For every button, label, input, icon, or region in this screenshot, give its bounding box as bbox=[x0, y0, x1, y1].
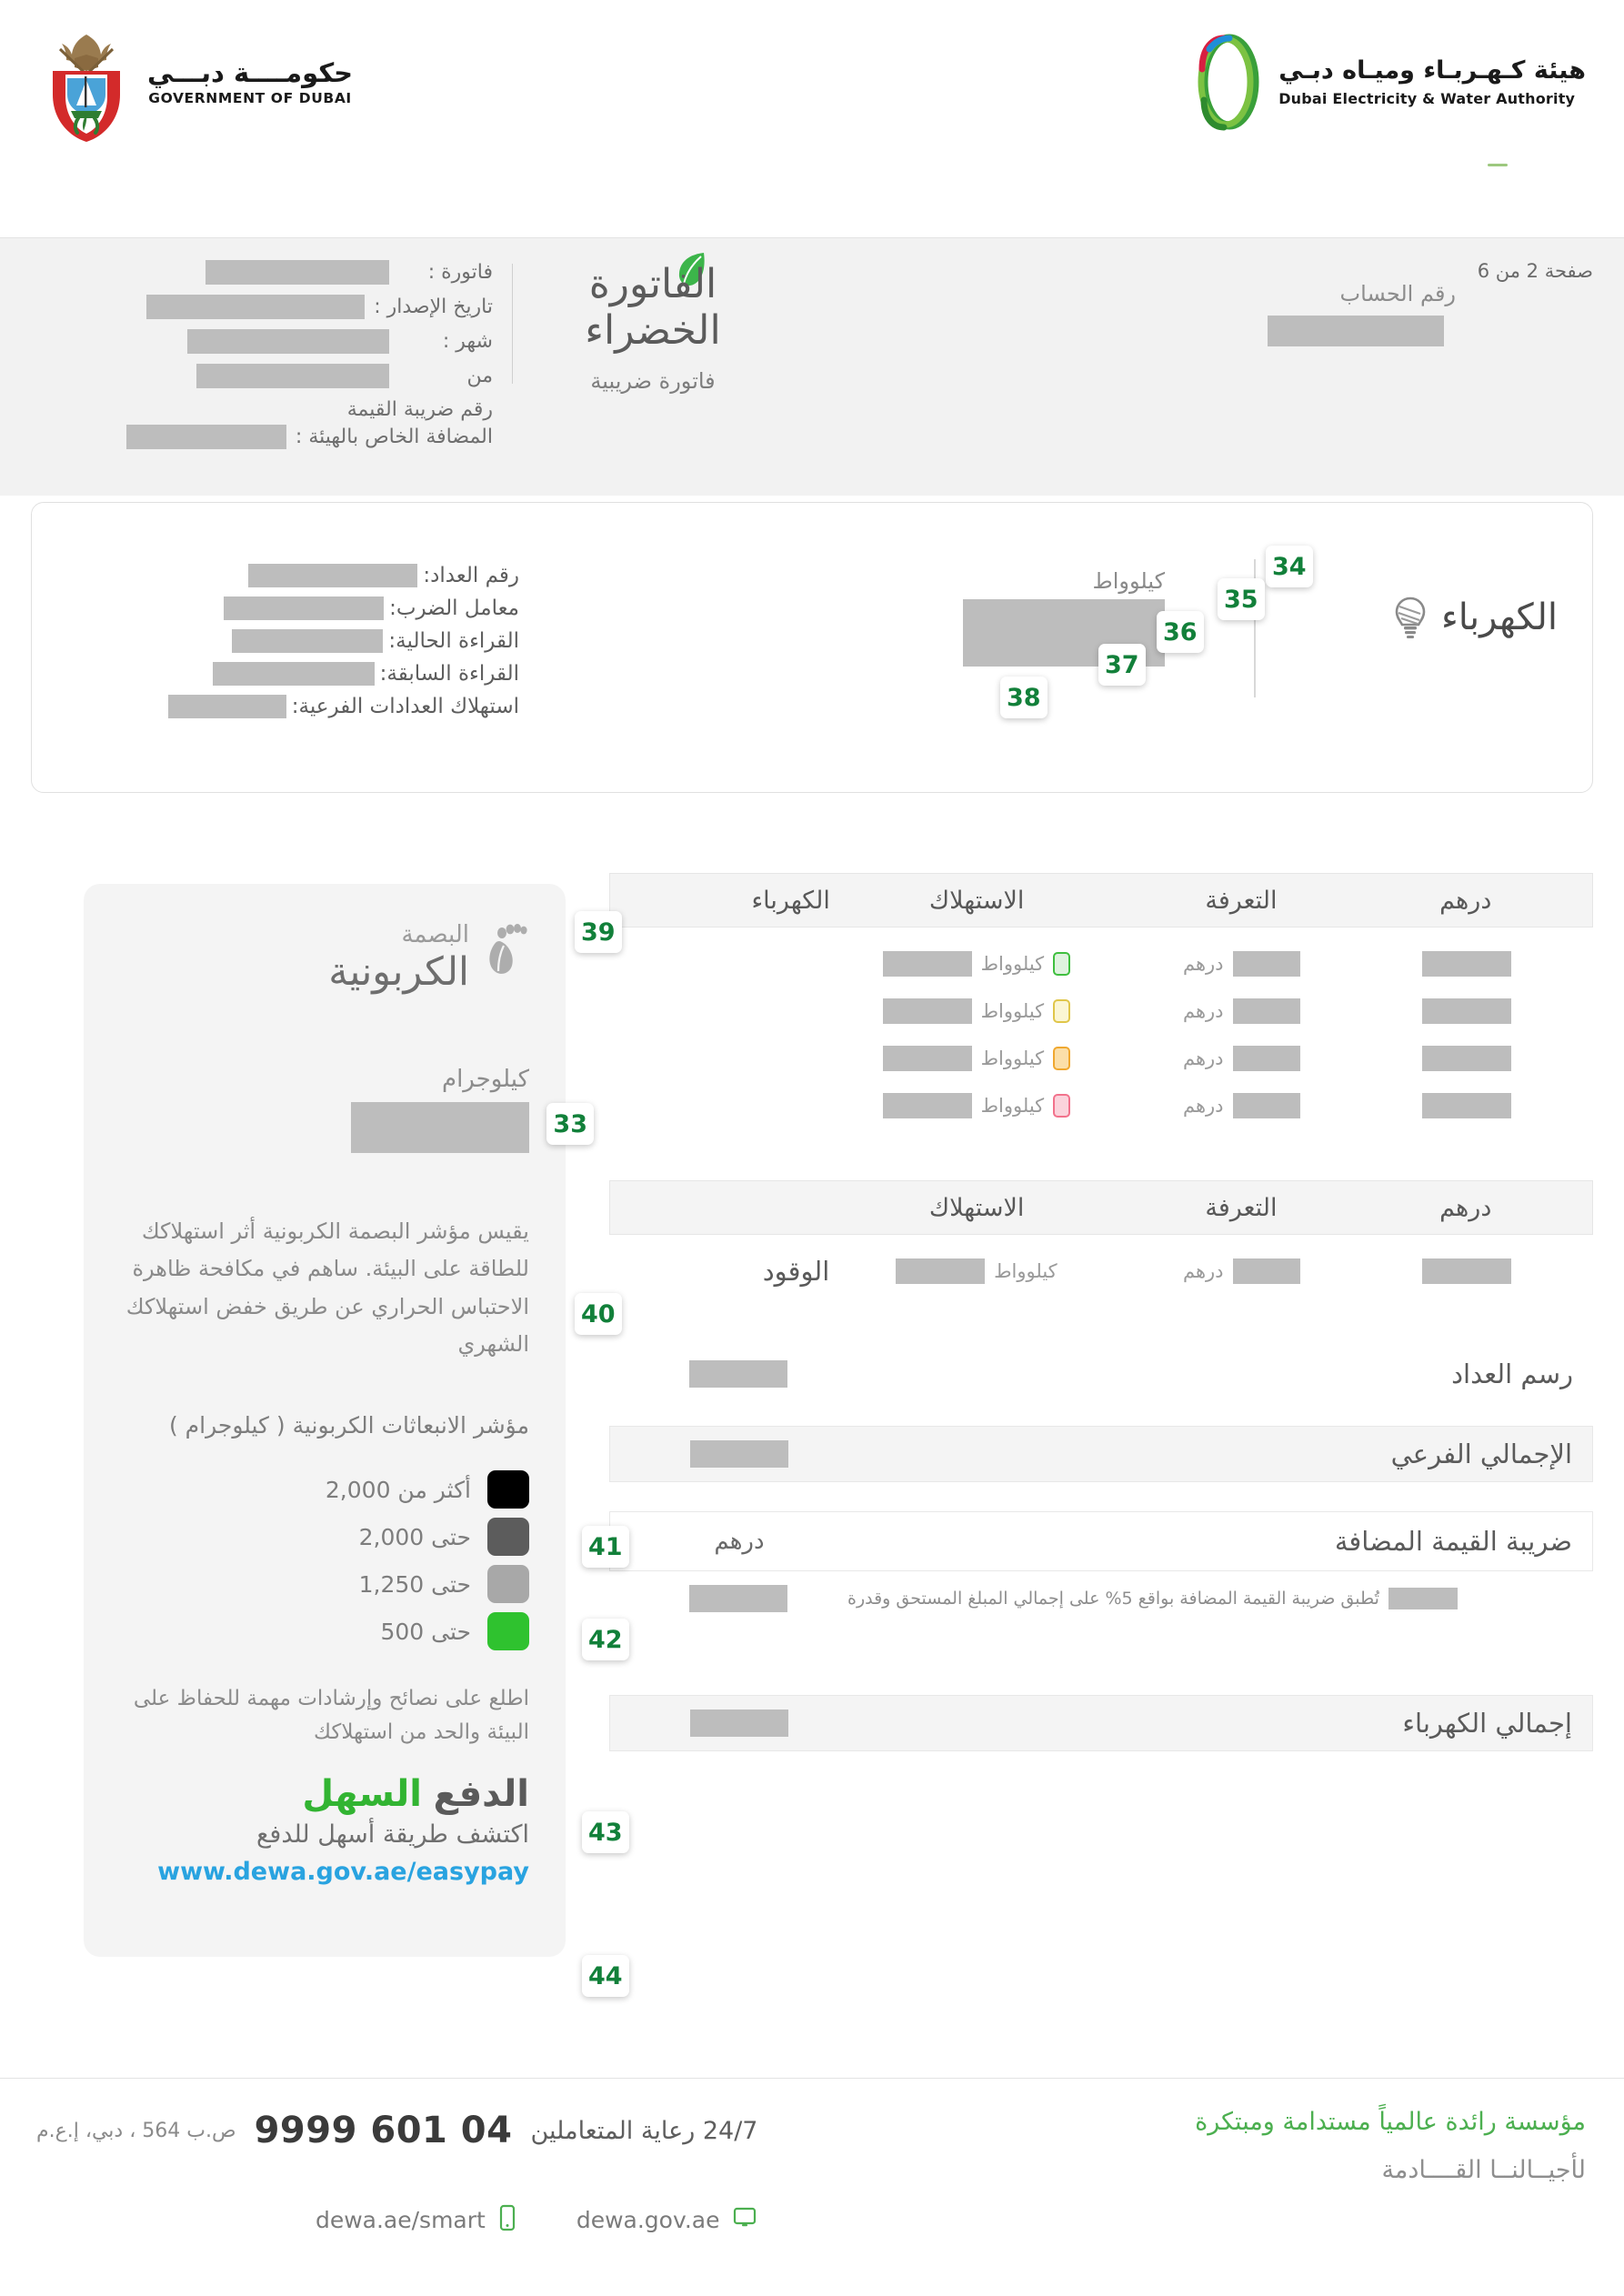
legend-label-upto-2000: حتى 2,000 bbox=[358, 1523, 471, 1550]
subtotal-value-redacted bbox=[690, 1440, 788, 1468]
vat-note-text: تُطبق ضريبة القيمة المضافة بواقع 5% على إجمالي المبلغ المستحق وقدرة bbox=[847, 1589, 1379, 1609]
invoice-label: فاتورة : bbox=[427, 260, 493, 284]
footer-links bbox=[36, 2204, 757, 2235]
fuel-table-header bbox=[609, 1180, 1593, 1235]
slab4-tariff-redacted bbox=[1233, 1093, 1300, 1118]
bill-info-strip bbox=[0, 238, 1624, 496]
page-indicator: صفحة 2 من 6 bbox=[1477, 260, 1593, 282]
legend-item-upto-2000 bbox=[120, 1513, 529, 1560]
legend-label-upto-500: حتى 500 bbox=[380, 1618, 471, 1645]
issue-date-label: تاريخ الإصدار : bbox=[374, 295, 493, 318]
fuel-amount-redacted bbox=[1422, 1258, 1511, 1284]
easypay-title-dark: الدفع bbox=[433, 1772, 529, 1815]
account-number-label: رقم الحساب bbox=[1339, 281, 1456, 306]
slab3-color-chip bbox=[1053, 1047, 1070, 1070]
meter-readings-list bbox=[28, 559, 519, 723]
gov-logo-arabic: حكومــــة دبـــي bbox=[147, 56, 354, 88]
electricity-header-consumption: الاستهلاك bbox=[928, 886, 1025, 915]
meter-fee-row bbox=[609, 1346, 1593, 1402]
fuel-tariff-redacted bbox=[1233, 1258, 1300, 1284]
vat-number-label-line2: المضافة الخاص بالهيئة : bbox=[295, 425, 493, 448]
subtotal-label: الإجمالي الفرعي bbox=[1390, 1439, 1572, 1469]
carbon-title-line1: البصمة bbox=[401, 921, 469, 948]
header-divider-mark bbox=[1488, 164, 1508, 166]
meter-fee-value-redacted bbox=[689, 1360, 787, 1388]
slab4-consumption-unit: كيلوواط bbox=[980, 1095, 1045, 1117]
meter-number-value-redacted bbox=[248, 564, 417, 587]
green-bill-title: الفاتورة الخضراء bbox=[585, 261, 721, 354]
electricity-total-label: إجمالي الكهرباء bbox=[1402, 1708, 1572, 1739]
previous-reading-value-redacted bbox=[213, 662, 375, 686]
fuel-tariff-unit: درهم bbox=[1182, 1260, 1224, 1282]
slab2-tariff-redacted bbox=[1233, 998, 1300, 1024]
slab2-consumption-unit: كيلوواط bbox=[980, 1000, 1045, 1022]
annotation-badge-41: 41 bbox=[582, 1526, 629, 1568]
electricity-table-header bbox=[609, 873, 1593, 927]
annotation-badge-36: 36 bbox=[1157, 611, 1204, 653]
footer-link-smart[interactable] bbox=[316, 2204, 516, 2235]
electricity-header-tariff: التعرفة bbox=[1205, 886, 1278, 915]
dewa-logo bbox=[1182, 31, 1586, 133]
fuel-consumption-redacted bbox=[896, 1258, 985, 1284]
electricity-header-amount: درهم bbox=[1439, 886, 1492, 915]
carbon-description: يقيس مؤشر البصمة الكربونية أثر استهلاكك للطاقة على البيئة. ساهم في مكافحة ظاهرة الاحتباس الحراري عن طريق خفض استهلاكك الشهري bbox=[125, 1218, 529, 1357]
electricity-table-body bbox=[609, 940, 1593, 1129]
slab3-amount-redacted bbox=[1422, 1046, 1511, 1071]
government-of-dubai-wordmark bbox=[147, 56, 354, 113]
issue-date-value-redacted bbox=[146, 295, 365, 319]
annotation-badge-43: 43 bbox=[582, 1811, 629, 1853]
easypay-title bbox=[120, 1773, 529, 1815]
annotation-badge-42: 42 bbox=[582, 1619, 629, 1660]
annotation-badge-38: 38 bbox=[1000, 677, 1048, 718]
slab2-color-chip bbox=[1053, 999, 1070, 1023]
smartphone-icon bbox=[498, 2204, 516, 2235]
meter-row-submeter-consumption bbox=[28, 690, 519, 723]
electricity-total-value-redacted bbox=[690, 1709, 788, 1737]
footer-contact-block bbox=[36, 2110, 757, 2235]
legend-label-upto-1250: حتى 1,250 bbox=[358, 1570, 471, 1598]
slab3-tariff-redacted bbox=[1233, 1046, 1300, 1071]
multiplier-value-redacted bbox=[224, 597, 384, 620]
legend-item-above-2000 bbox=[120, 1466, 529, 1513]
slab3-tariff-unit: درهم bbox=[1182, 1048, 1224, 1069]
electricity-header-name: الكهرباء bbox=[751, 886, 830, 915]
emissions-legend bbox=[120, 1466, 529, 1655]
government-of-dubai-logo bbox=[33, 27, 353, 144]
gov-logo-english: GOVERNMENT OF DUBAI bbox=[148, 90, 352, 107]
fuel-header-amount: درهم bbox=[1439, 1193, 1492, 1222]
bill-meta-row-vat-number bbox=[29, 396, 493, 450]
slab3-consumption-unit: كيلوواط bbox=[980, 1048, 1045, 1069]
slab2-consumption-redacted bbox=[883, 998, 972, 1024]
footer-tagline-green: مؤسسة رائدة عالمياً مستدامة ومبتكرة bbox=[1195, 2108, 1586, 2136]
from-value-redacted bbox=[196, 364, 389, 388]
dewa-ring-icon bbox=[1182, 31, 1266, 133]
annotation-badge-44: 44 bbox=[582, 1955, 629, 1997]
table-row bbox=[609, 940, 1593, 988]
footer-link-smart-text: dewa.ae/smart bbox=[315, 2206, 486, 2233]
po-box-text: ص.ب 564 ، دبي، إ.ع.م bbox=[36, 2119, 236, 2142]
current-reading-label: القراءة الحالية: bbox=[388, 629, 519, 653]
annotation-badge-37: 37 bbox=[1098, 644, 1146, 686]
annotation-badge-34: 34 bbox=[1266, 546, 1313, 587]
monitor-icon bbox=[732, 2205, 757, 2234]
meter-number-label: رقم العداد: bbox=[423, 564, 519, 587]
subtotal-row bbox=[609, 1426, 1593, 1482]
easypay-link[interactable]: www.dewa.gov.ae/easypay bbox=[157, 1857, 529, 1886]
page-footer bbox=[0, 2078, 1624, 2296]
fuel-table-body bbox=[609, 1248, 1593, 1295]
month-label: شهر : bbox=[442, 329, 493, 353]
charges-tables bbox=[609, 873, 1593, 1751]
bill-info-divider bbox=[512, 264, 513, 384]
easypay-title-green: السهل bbox=[302, 1772, 422, 1815]
footprint-leaf-icon bbox=[482, 922, 529, 980]
slab4-tariff-unit: درهم bbox=[1182, 1095, 1224, 1117]
footer-link-website-text: dewa.gov.ae bbox=[576, 2206, 720, 2233]
table-row bbox=[609, 1248, 1593, 1295]
customer-care-label: 24/7 رعاية المتعاملين bbox=[530, 2116, 758, 2145]
meter-row-previous-reading bbox=[28, 657, 519, 690]
bill-meta-row-from bbox=[29, 358, 493, 393]
vat-note-value-redacted bbox=[1388, 1588, 1458, 1609]
meter-fee-label: رسم العداد bbox=[1451, 1359, 1573, 1389]
vat-row bbox=[609, 1511, 1593, 1571]
emissions-index-title: مؤشر الانبعاثات الكربونية ( كيلوجرام ) bbox=[168, 1412, 529, 1439]
submeter-consumption-value-redacted bbox=[168, 695, 286, 718]
vat-unit: درهم bbox=[714, 1528, 765, 1555]
table-row bbox=[609, 988, 1593, 1035]
dewa-logo-english: Dubai Electricity & Water Authority bbox=[1278, 89, 1576, 107]
account-number-value-redacted bbox=[1268, 316, 1444, 346]
slab1-consumption-unit: كيلوواط bbox=[980, 953, 1045, 975]
slab4-amount-redacted bbox=[1422, 1093, 1511, 1118]
footer-link-website[interactable] bbox=[576, 2205, 758, 2234]
bill-meta-row-issue-date bbox=[29, 289, 493, 324]
environment-tips-text: اطلع على نصائح وإرشادات مهمة للحفاظ على البيئة والحد من استهلاكك bbox=[133, 1687, 529, 1744]
annotation-badge-39: 39 bbox=[575, 911, 622, 953]
easypay-subtitle: اكتشف طريقة أسهل للدفع bbox=[256, 1820, 529, 1849]
carbon-unit-label: كيلوجرام bbox=[441, 1066, 529, 1094]
legend-swatch-dark-gray bbox=[487, 1518, 529, 1556]
slab1-consumption-redacted bbox=[883, 951, 972, 977]
green-bill-title-block bbox=[526, 262, 780, 394]
carbon-footprint-header bbox=[120, 922, 529, 995]
page-header bbox=[0, 0, 1624, 238]
vat-value-redacted bbox=[689, 1585, 787, 1612]
multiplier-label: معامل الضرب: bbox=[389, 597, 519, 620]
electricity-unit-label: كيلوواط bbox=[1092, 568, 1165, 594]
slab1-tariff-unit: درهم bbox=[1182, 953, 1224, 975]
footer-contact-line bbox=[36, 2110, 757, 2151]
carbon-value-redacted bbox=[351, 1102, 529, 1153]
meter-row-multiplier bbox=[28, 592, 519, 625]
fuel-consumption-unit: كيلوواط bbox=[994, 1260, 1058, 1282]
annotation-badge-40: 40 bbox=[575, 1293, 622, 1335]
current-reading-value-redacted bbox=[232, 629, 383, 653]
table-row bbox=[609, 1082, 1593, 1129]
invoice-value-redacted bbox=[206, 260, 389, 285]
legend-label-above-2000: أكثر من 2,000 bbox=[325, 1476, 471, 1503]
carbon-title-line2: الكربونية bbox=[328, 948, 469, 995]
legend-swatch-light-gray bbox=[487, 1565, 529, 1603]
slab1-amount-redacted bbox=[1422, 951, 1511, 977]
bill-meta-list bbox=[29, 255, 493, 450]
electricity-total-row bbox=[609, 1695, 1593, 1751]
fuel-row-label: الوقود bbox=[762, 1256, 830, 1287]
lightbulb-icon bbox=[1392, 596, 1429, 639]
vat-number-label-line1: رقم ضريبة القيمة bbox=[346, 398, 493, 421]
slab3-consumption-redacted bbox=[883, 1046, 972, 1071]
legend-swatch-black bbox=[487, 1470, 529, 1509]
annotation-badge-35: 35 bbox=[1218, 578, 1265, 620]
dewa-logo-arabic: هيئة كـهـربـاء وميـاه دبـي bbox=[1278, 56, 1586, 85]
submeter-consumption-label: استهلاك العدادات الفرعية: bbox=[291, 695, 519, 718]
slab2-tariff-unit: درهم bbox=[1182, 1000, 1224, 1022]
slab1-tariff-redacted bbox=[1233, 951, 1300, 977]
dubai-emblem-icon bbox=[33, 27, 140, 144]
footer-tagline bbox=[1195, 2108, 1586, 2184]
slab4-consumption-redacted bbox=[883, 1093, 972, 1118]
legend-item-upto-500 bbox=[120, 1608, 529, 1655]
slab4-color-chip bbox=[1053, 1094, 1070, 1118]
legend-item-upto-1250 bbox=[120, 1560, 529, 1608]
dewa-wordmark bbox=[1278, 56, 1586, 106]
meter-row-meter-number bbox=[28, 559, 519, 592]
fuel-header-consumption: الاستهلاك bbox=[928, 1193, 1025, 1222]
bill-meta-row-month bbox=[29, 324, 493, 358]
table-row bbox=[609, 1035, 1593, 1082]
vat-label: ضريبة القيمة المضافة bbox=[1334, 1526, 1572, 1557]
vat-number-value-redacted bbox=[126, 425, 286, 449]
carbon-footprint-panel bbox=[84, 884, 566, 1957]
previous-reading-label: القراءة السابقة: bbox=[379, 662, 519, 686]
carbon-footprint-title-block bbox=[328, 922, 469, 995]
vat-note-row bbox=[609, 1575, 1593, 1622]
legend-swatch-green bbox=[487, 1612, 529, 1650]
fuel-header-tariff: التعرفة bbox=[1205, 1193, 1278, 1222]
customer-care-phone: 04 601 9999 bbox=[254, 2110, 513, 2151]
slab1-color-chip bbox=[1053, 952, 1070, 976]
month-value-redacted bbox=[187, 329, 389, 354]
electricity-title-block bbox=[1392, 596, 1558, 639]
meter-row-current-reading bbox=[28, 625, 519, 657]
bill-meta-row-invoice bbox=[29, 255, 493, 289]
from-label: من bbox=[466, 364, 493, 387]
footer-tagline-grey: لأجيــالنــا القــــادمة bbox=[1381, 2156, 1586, 2184]
green-bill-subtitle: فاتورة ضريبية bbox=[590, 368, 716, 395]
electricity-title: الكهرباء bbox=[1440, 597, 1558, 638]
annotation-badge-33: 33 bbox=[546, 1103, 594, 1145]
slab2-amount-redacted bbox=[1422, 998, 1511, 1024]
